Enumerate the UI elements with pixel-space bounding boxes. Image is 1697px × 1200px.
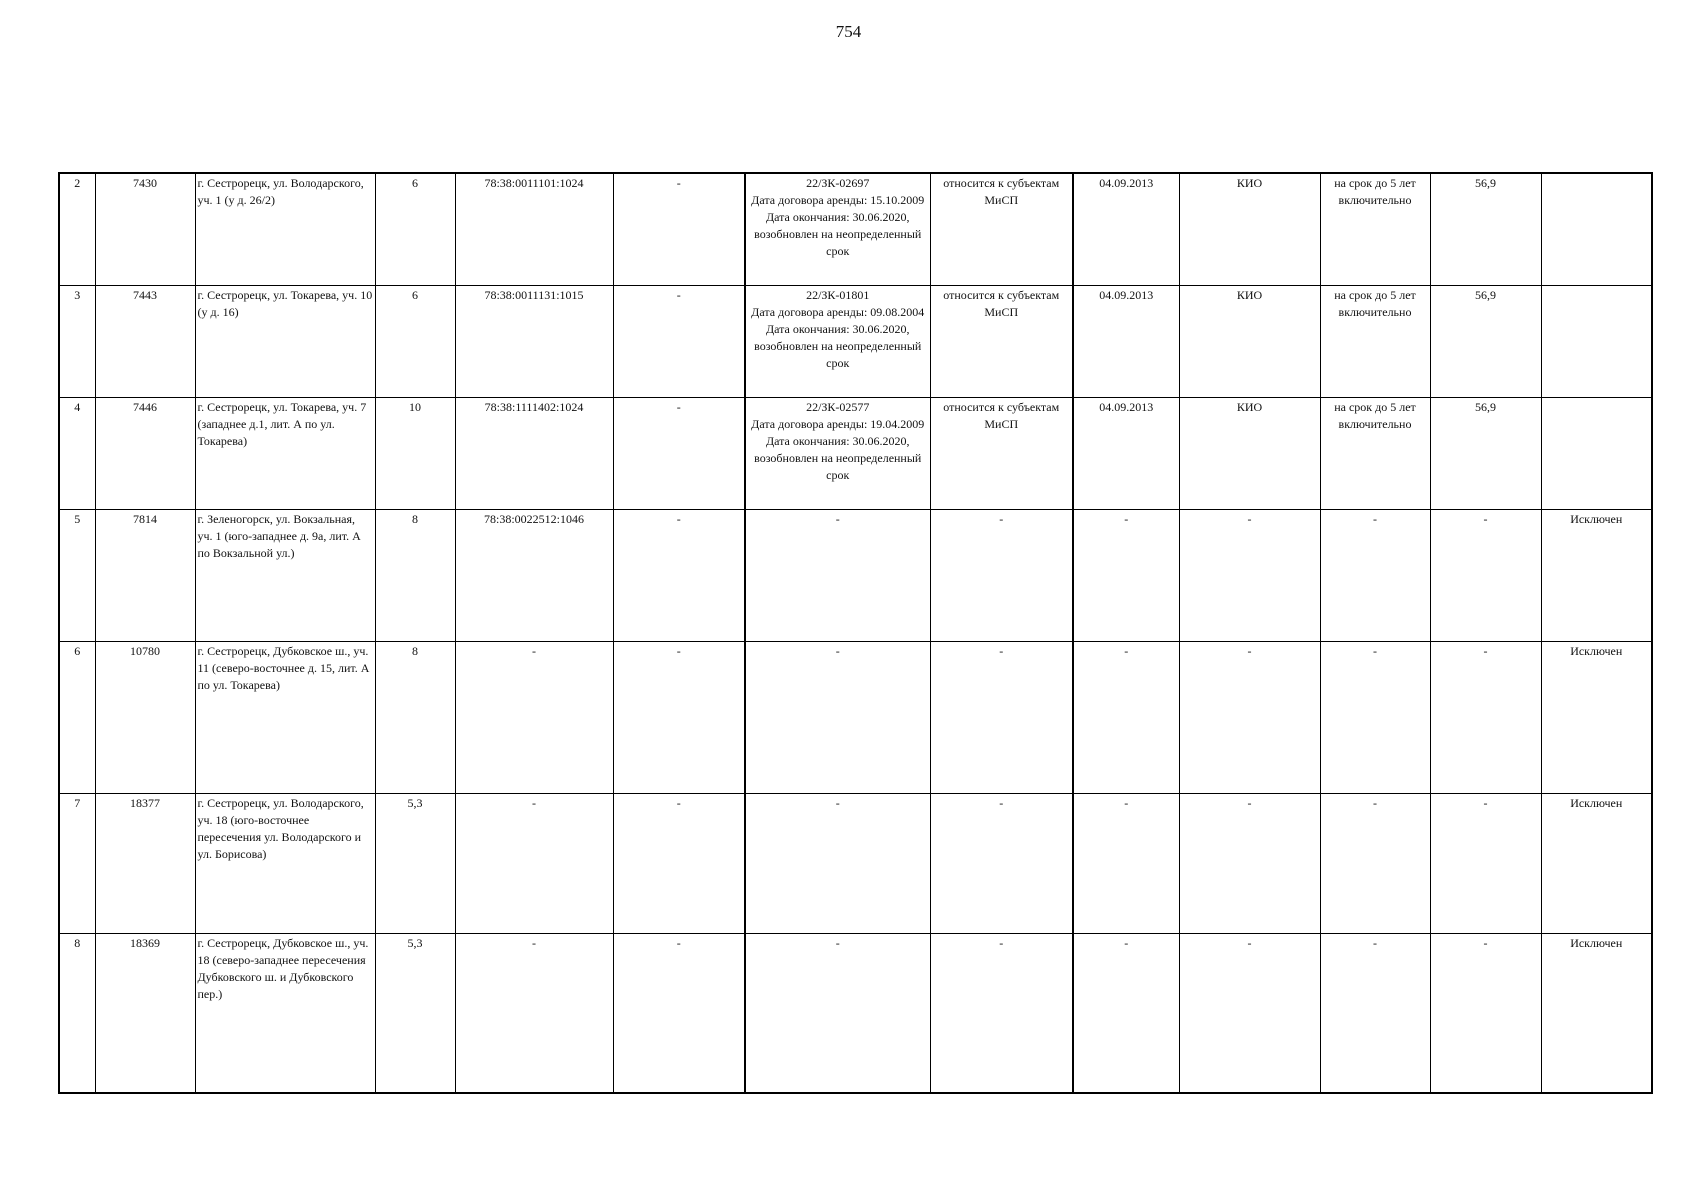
object-code: 7814 — [95, 509, 195, 641]
cadastral-number-cell: - — [455, 933, 613, 1093]
contract-line-1: 22/ЗК-02697 — [806, 176, 870, 190]
subject-cell: относится к субъектам МиСП — [930, 397, 1073, 509]
cadastral-number-cell: - — [455, 793, 613, 933]
column-6-cell: - — [613, 509, 745, 641]
status-cell: Исключен — [1541, 933, 1652, 1093]
contract-line-2: Дата договора аренды: 19.04.2009 — [751, 416, 925, 431]
address-cell: г. Сестрорецк, ул. Токарева, уч. 7 (западнее д.1, лит. А по ул. Токарева) — [195, 397, 375, 509]
contract-line-1: - — [835, 935, 840, 950]
contract-cell — [745, 933, 930, 1093]
area-cell: 8 — [375, 641, 455, 793]
page-number: 754 — [835, 22, 862, 41]
cadastral-number-cell: 78:38:0011131:1015 — [455, 285, 613, 397]
contract-line-1: - — [835, 511, 840, 526]
term-cell: - — [1320, 933, 1430, 1093]
row-number: 5 — [59, 509, 95, 641]
value-cell: - — [1430, 933, 1541, 1093]
data-table — [58, 172, 1653, 1094]
term-cell: - — [1320, 641, 1430, 793]
contract-line-3: Дата окончания: 30.06.2020, возобновлен на неопределенный срок — [754, 433, 922, 482]
contract-line-1: - — [835, 795, 840, 810]
contract-line-2: Дата договора аренды: 15.10.2009 — [751, 193, 925, 207]
address-cell: г. Сестрорецк, Дубковское ш., уч. 11 (северо-восточнее д. 15, лит. А по ул. Токарева) — [195, 641, 375, 793]
subject-cell: относится к субъектам МиСП — [930, 285, 1073, 397]
cadastral-number-cell: - — [455, 641, 613, 793]
row-number: 6 — [59, 641, 95, 793]
contract-cell — [745, 793, 930, 933]
area-cell: 6 — [375, 173, 455, 285]
contract-line-1: - — [835, 643, 840, 658]
date-cell: 04.09.2013 — [1073, 173, 1179, 285]
column-6-cell: - — [613, 173, 745, 285]
area-cell: 8 — [375, 509, 455, 641]
object-code: 7443 — [95, 285, 195, 397]
table-row — [59, 793, 1652, 933]
term-cell: на срок до 5 лет включительно — [1320, 285, 1430, 397]
organization-cell: - — [1179, 641, 1320, 793]
status-cell: Исключен — [1541, 793, 1652, 933]
row-number: 7 — [59, 793, 95, 933]
address-cell: г. Зеленогорск, ул. Вокзальная, уч. 1 (юго-западнее д. 9а, лит. А по Вокзальной ул.) — [195, 509, 375, 641]
table-row — [59, 397, 1652, 509]
date-cell: 04.09.2013 — [1073, 397, 1179, 509]
organization-cell: КИО — [1179, 397, 1320, 509]
table-row — [59, 285, 1652, 397]
object-code: 18369 — [95, 933, 195, 1093]
table-row — [59, 173, 1652, 285]
contract-cell — [745, 509, 930, 641]
contract-line-3: Дата окончания: 30.06.2020, возобновлен на неопределенный срок — [754, 321, 922, 370]
value-cell: - — [1430, 793, 1541, 933]
subject-cell: - — [930, 641, 1073, 793]
contract-cell — [745, 285, 930, 397]
column-6-cell: - — [613, 285, 745, 397]
address-cell: г. Сестрорецк, ул. Володарского, уч. 18 (юго-восточнее пересечения ул. Володарского и ул. Борисова) — [195, 793, 375, 933]
status-cell — [1541, 173, 1652, 285]
value-cell: 56,9 — [1430, 285, 1541, 397]
status-cell: Исключен — [1541, 641, 1652, 793]
date-cell: - — [1073, 641, 1179, 793]
status-cell — [1541, 285, 1652, 397]
value-cell: 56,9 — [1430, 397, 1541, 509]
contract-line-1: 22/ЗК-01801 — [806, 287, 870, 302]
table-row — [59, 641, 1652, 793]
cadastral-number-cell: 78:38:1111402:1024 — [455, 397, 613, 509]
subject-cell: - — [930, 793, 1073, 933]
cadastral-number-cell: 78:38:0022512:1046 — [455, 509, 613, 641]
contract-cell — [745, 397, 930, 509]
area-cell: 6 — [375, 285, 455, 397]
organization-cell: КИО — [1179, 285, 1320, 397]
contract-line-3: Дата окончания: 30.06.2020, возобновлен на неопределенный срок — [754, 210, 922, 258]
date-cell: - — [1073, 933, 1179, 1093]
organization-cell: - — [1179, 793, 1320, 933]
status-cell — [1541, 397, 1652, 509]
column-6-cell: - — [613, 793, 745, 933]
address-cell: г. Сестрорецк, ул. Токарева, уч. 10 (у д. 16) — [195, 285, 375, 397]
row-number: 4 — [59, 397, 95, 509]
area-cell: 10 — [375, 397, 455, 509]
contract-line-2: Дата договора аренды: 09.08.2004 — [751, 304, 925, 319]
value-cell: - — [1430, 509, 1541, 641]
column-6-cell: - — [613, 397, 745, 509]
term-cell: - — [1320, 509, 1430, 641]
address-cell: г. Сестрорецк, ул. Володарского, уч. 1 (у д. 26/2) — [195, 173, 375, 285]
organization-cell: КИО — [1179, 173, 1320, 285]
value-cell: - — [1430, 641, 1541, 793]
status-cell: Исключен — [1541, 509, 1652, 641]
row-number: 3 — [59, 285, 95, 397]
contract-cell — [745, 641, 930, 793]
address-cell: г. Сестрорецк, Дубковское ш., уч. 18 (северо-западнее пересечения Дубковского ш. и Дубковского пер.) — [195, 933, 375, 1093]
date-cell: - — [1073, 509, 1179, 641]
subject-cell: - — [930, 509, 1073, 641]
subject-cell: - — [930, 933, 1073, 1093]
date-cell: - — [1073, 793, 1179, 933]
column-6-cell: - — [613, 641, 745, 793]
column-6-cell: - — [613, 933, 745, 1093]
contract-cell — [745, 173, 930, 285]
subject-cell: относится к субъектам МиСП — [930, 173, 1073, 285]
term-cell: на срок до 5 лет включительно — [1320, 173, 1430, 285]
cadastral-number-cell: 78:38:0011101:1024 — [455, 173, 613, 285]
area-cell: 5,3 — [375, 793, 455, 933]
object-code: 18377 — [95, 793, 195, 933]
date-cell: 04.09.2013 — [1073, 285, 1179, 397]
row-number: 8 — [59, 933, 95, 1093]
area-cell: 5,3 — [375, 933, 455, 1093]
organization-cell: - — [1179, 933, 1320, 1093]
row-number: 2 — [59, 173, 95, 285]
organization-cell: - — [1179, 509, 1320, 641]
object-code: 7446 — [95, 397, 195, 509]
term-cell: - — [1320, 793, 1430, 933]
term-cell: на срок до 5 лет включительно — [1320, 397, 1430, 509]
contract-line-1: 22/ЗК-02577 — [806, 399, 870, 414]
object-code: 10780 — [95, 641, 195, 793]
value-cell: 56,9 — [1430, 173, 1541, 285]
table-body — [59, 173, 1652, 1093]
table-row — [59, 509, 1652, 641]
object-code: 7430 — [95, 173, 195, 285]
table-row — [59, 933, 1652, 1093]
